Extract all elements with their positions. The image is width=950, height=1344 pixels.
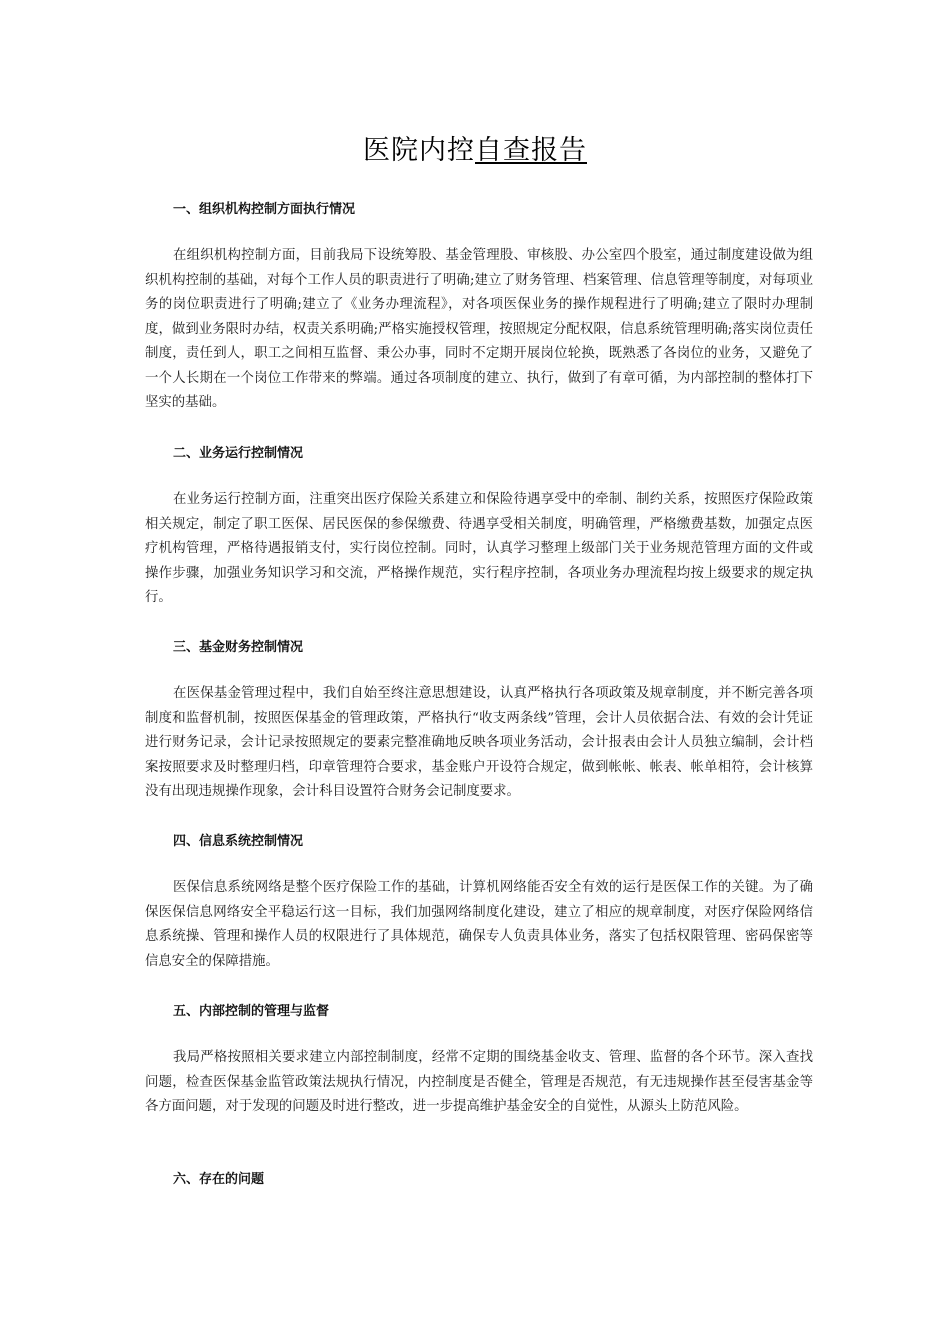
title-plain-text: 医院内控 bbox=[363, 135, 475, 166]
section-body: 在组织机构控制方面，目前我局下设统筹股、基金管理股、审核股、办公室四个股室，通过制度建设做为组织机构控制的基础，对每个工作人员的职责进行了明确;建立了财务管理、档案管理、信息管理等制度，对每项业务的岗位职责进行了明确;建立了《业务办理流程》，对各项医保业务的操作规程进行了明确;建立了限时办理制度，做到业务限时办结，权责关系明确;严格实施授权管理，按照规定分配权限，信息系统管理明确;落实岗位责任制度，责任到人，职工之间相互监督、秉公办事，同时不定期开展岗位轮换，既熟悉了各岗位的业务，又避免了一个人长期在一个岗位工作带来的弊端。通过各项制度的建立、执行，做到了有章可循，为内部控制的整体打下坚实的基础。 bbox=[145, 248, 813, 410]
section-body: 在医保基金管理过程中，我们自始至终注意思想建设，认真严格执行各项政策及规章制度，并不断完善各项制度和监督机制，按照医保基金的管理政策，严格执行“收支两条线”管理，会计人员依据合法、有效的会计凭证进行财务记录，会计记录按照规定的要素完整准确地反映各项业务活动，会计报表由会计人员独立编制，会计档案按照要求及时整理归档，印章管理符合要求，基金账户开设符合规定，做到帐帐、帐表、帐单相符，会计核算没有出现违规操作现象，会计科目设置符合财务会记制度要求。 bbox=[145, 686, 813, 799]
section-6 bbox=[145, 1170, 813, 1190]
title-underlined-text: 自查报告 bbox=[475, 135, 587, 166]
section-heading: 六、存在的问题 bbox=[173, 1172, 265, 1187]
section-1 bbox=[145, 200, 813, 416]
section-body: 医保信息系统网络是整个医疗保险工作的基础，计算机网络能否安全有效的运行是医保工作的关键。为了确保医保信息网络安全平稳运行这一目标，我们加强网络制度化建设，建立了相应的规章制度，对医疗保险网络信息系统操、管理和操作人员的权限进行了具体规范，确保专人负责具体业务，落实了包括权限管理、密码保密等信息安全的保障措施。 bbox=[145, 880, 813, 969]
section-body: 我局严格按照相关要求建立内部控制制度，经常不定期的围绕基金收支、管理、监督的各个环节。深入查找问题，检查医保基金监管政策法规执行情况，内控制度是否健全，管理是否规范，有无违规操作甚至侵害基金等各方面问题，对于发现的问题及时进行整改，进一步提高维护基金安全的自觉性，从源头上防范风险。 bbox=[145, 1050, 813, 1114]
section-heading: 三、基金财务控制情况 bbox=[173, 640, 304, 655]
section-heading: 二、业务运行控制情况 bbox=[173, 446, 304, 461]
section-5 bbox=[145, 1002, 813, 1120]
section-body: 在业务运行控制方面，注重突出医疗保险关系建立和保险待遇享受中的牵制、制约关系，按照医疗保险政策相关规定，制定了职工医保、居民医保的参保缴费、待遇享受相关制度，明确管理，严格缴费基数，加强定点医疗机构管理，严格待遇报销支付，实行岗位控制。同时，认真学习整理上级部门关于业务规范管理方面的文件或操作步骤，加强业务知识学习和交流，严格操作规范，实行程序控制，各项业务办理流程均按上级要求的规定执行。 bbox=[145, 492, 813, 605]
document-title bbox=[0, 132, 950, 170]
section-heading: 四、信息系统控制情况 bbox=[173, 834, 304, 849]
section-2 bbox=[145, 444, 813, 611]
section-heading: 五、内部控制的管理与监督 bbox=[173, 1004, 330, 1019]
section-4 bbox=[145, 832, 813, 974]
section-heading: 一、组织机构控制方面执行情况 bbox=[173, 202, 356, 217]
section-3 bbox=[145, 638, 813, 805]
